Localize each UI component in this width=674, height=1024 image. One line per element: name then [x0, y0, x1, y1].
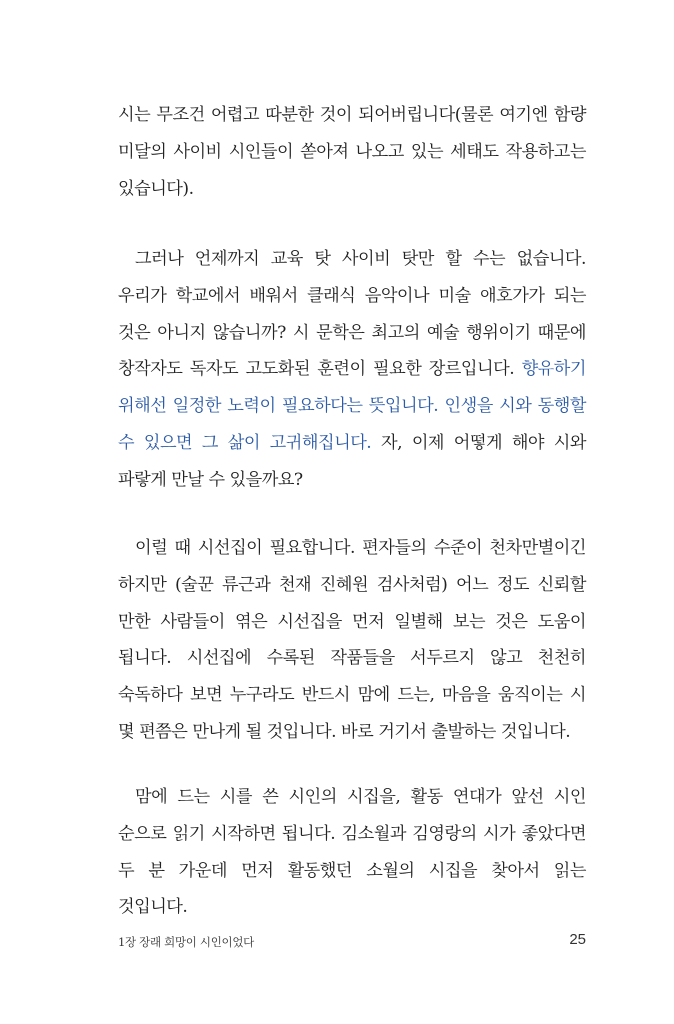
highlighted-passage: 향유하기 위해선 일정한 노력이 필요하다는 뜻입니다. 인생을 시와 동행할 수 있으면 그 삶이 고귀해집니다. [118, 359, 586, 453]
paragraph-1-text: 시는 무조건 어렵고 따분한 것이 되어버립니다(물론 여기엔 함량 미달의 사이비 시인들이 쏟아져 나오고 있는 세태도 작용하고는 있습니다). [118, 105, 586, 199]
paragraph-1 [118, 97, 586, 207]
paragraph-2-tail: 자, 이제 어떻게 해야 시와 파랗게 만날 수 있을까요? [118, 432, 586, 490]
chapter-footer: 1장 장래 희망이 시인이었다 [118, 935, 254, 949]
paragraph-4-text: 맘에 드는 시를 쓴 시인의 시집을, 활동 연대가 앞선 시인 순으로 읽기 시작하면 됩니다. 김소월과 김영랑의 시가 좋았다면 두 분 가운데 먼저 활동했던 소월의 시집을 찾아서 읽는 것입니다. [118, 787, 586, 918]
paragraph-2 [118, 241, 586, 499]
paragraph-4 [118, 779, 586, 926]
paragraph-3 [118, 530, 586, 751]
paragraph-3-text: 이럴 때 시선집이 필요합니다. 편자들의 수준이 천차만별이긴 하지만 (술꾼 류근과 천재 진혜원 검사처럼) 어느 정도 신뢰할 만한 사람들이 엮은 시선집을 먼저 일별해 보는 것은 도움이 됩니다. 시선집에 수록된 작품들을 서두르지 않고 천천히 숙독하다 보면 누구라도 반드시 맘에 드는, 마음을 움직이는 시 몇 편쯤은 만나게 될 것입니다. 바로 거기서 출발하는 것입니다. [118, 538, 586, 742]
page-number: 25 [569, 931, 586, 948]
paragraph-2-text [118, 241, 586, 499]
paragraph-2-lead: 그러나 언제까지 교육 탓 사이비 탓만 할 수는 없습니다. 우리가 학교에서 배워서 클래식 음악이나 미술 애호가가 되는 것은 아니지 않습니까? 시 문학은 최고의 예술 행위이기 때문에 창작자도 독자도 고도화된 훈련이 필요한 장르입니다. [118, 249, 586, 380]
